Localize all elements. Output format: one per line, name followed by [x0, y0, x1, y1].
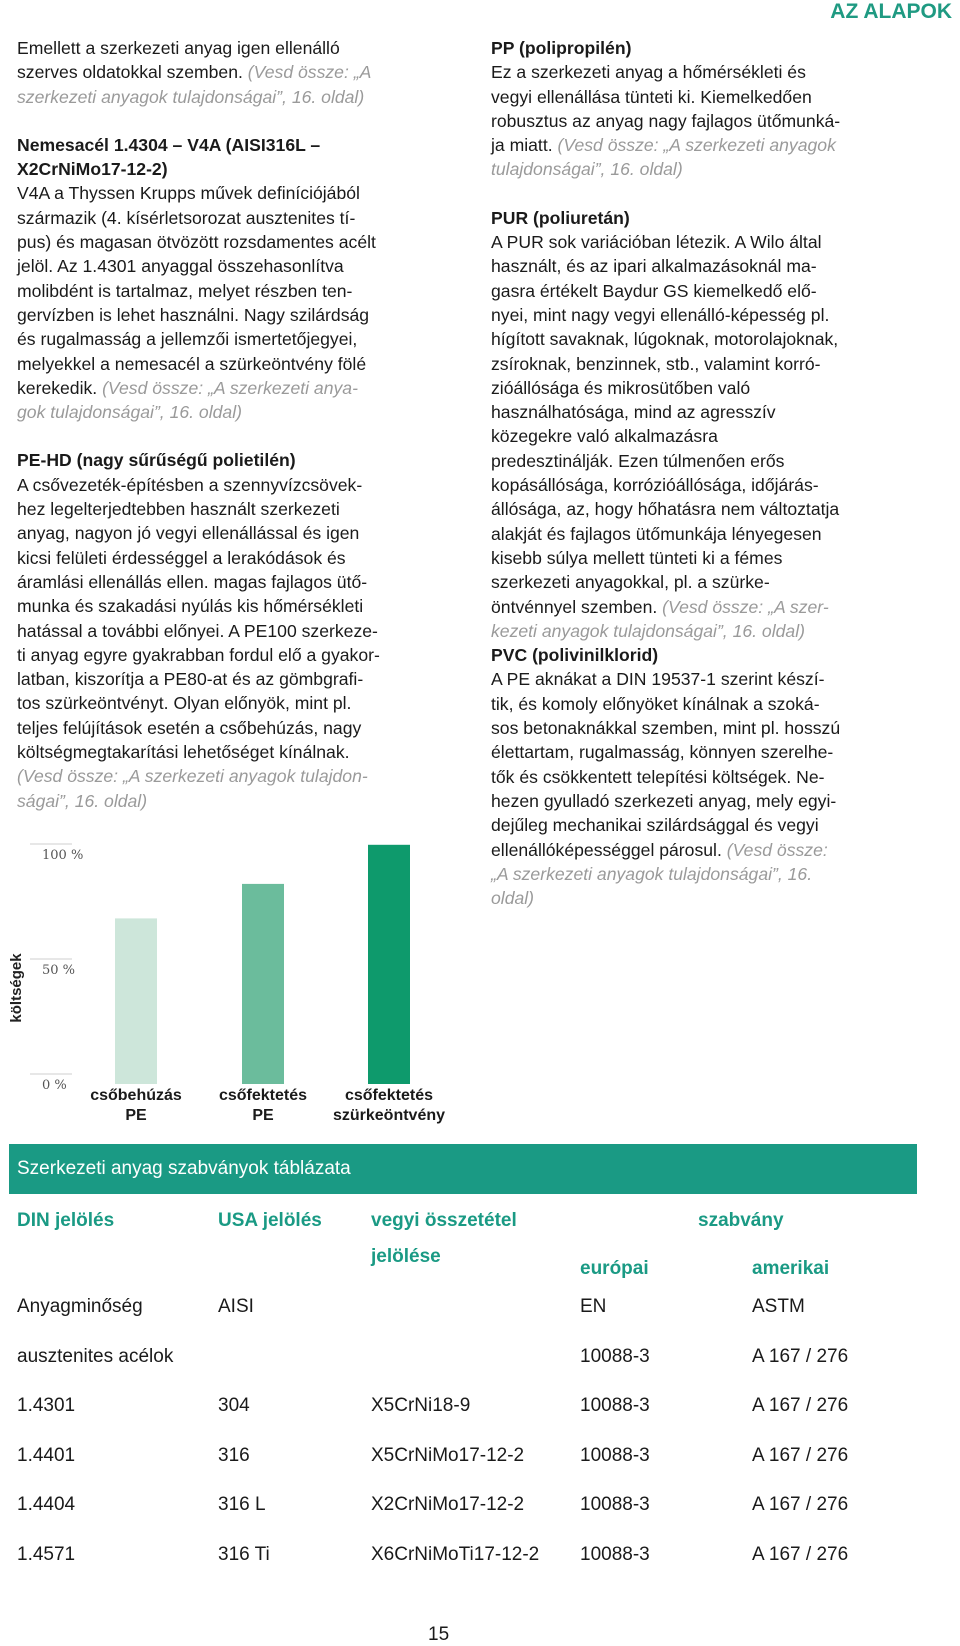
cross-reference: (Vesd össze: „A szerkezeti anyagok	[557, 135, 836, 156]
text-line: robusztus az anyag nagy fajlagos ütőmunká-	[491, 110, 841, 131]
cell-en: 10088-3	[580, 1345, 650, 1367]
text-line: latban, kiszorítja a PE80-at és az gömbgrafi-	[17, 669, 364, 690]
text-line: kicsi felületi érdességgel a lerakódások és	[17, 547, 346, 568]
cell-usa: 316 Ti	[218, 1544, 270, 1565]
text-line: predesztinálják. Ezen túlmenően erős	[491, 450, 785, 471]
cross-reference: oldal)	[491, 888, 535, 909]
text-line: A csővezeték-építésben a szennyvízcsövek-	[17, 474, 363, 495]
text-line: sos betonaknákkal szemben, mint pl. hosszú	[491, 718, 841, 739]
cross-reference: gok tulajdonságai”, 16. oldal)	[17, 402, 242, 423]
chart-canvas	[0, 830, 470, 1150]
cross-reference: (Vesd össze: „A szerkezeti anyagok tulajdon-	[17, 766, 368, 787]
text-line: alakját és fajlagos ütőmunkája lényegesen	[491, 523, 822, 544]
text-line: hezen gyulladó szerkezeti anyag, mely egyi-	[491, 790, 837, 811]
text-line: melyekkel a nemesacél a szürkeöntvény fölé	[17, 353, 367, 374]
y-tick-label: 50 %	[42, 963, 76, 978]
cell-usa: 304	[218, 1395, 250, 1417]
category-label: csőbehúzás	[90, 1087, 182, 1104]
cell-chem: X5CrNi18-9	[371, 1395, 471, 1417]
pp-body	[491, 60, 921, 133]
bar-3	[368, 845, 410, 1084]
cell-astm: A 167 / 276	[752, 1544, 849, 1565]
text-line: jelöl. Az 1.4301 anyaggal összehasonlítva	[17, 256, 344, 277]
header-din: DIN jelölés	[17, 1210, 115, 1231]
cell-din: Anyagminőség	[17, 1296, 143, 1317]
bar-1	[115, 918, 157, 1084]
text-line: állósága, az, hogy hőhatásra nem változtatja	[491, 499, 840, 520]
pehd-body	[17, 473, 447, 765]
text-line: költségmegtakarítási lehetőséget kínálnak.	[17, 742, 350, 763]
category-label: csőfektetés	[218, 1087, 308, 1104]
text-line: A PUR sok variációban létezik. A Wilo által	[491, 232, 822, 253]
text-line: áramlási ellenállás ellen. magas fajlagos ütő-	[17, 571, 368, 592]
cell-usa: 316 L	[218, 1494, 266, 1516]
cross-reference: (Vesd össze: „A szerkezeti anya-	[102, 377, 358, 398]
text-line: gasra értékelt Baydur GS kiemelkedő elő-	[491, 280, 817, 301]
category-label: csőfektetés	[344, 1087, 434, 1104]
cross-reference: tulajdonságai”, 16. oldal)	[491, 159, 683, 180]
section-title-pp: PP (polipropilén)	[491, 38, 632, 58]
cross-reference: kezeti anyagok tulajdonságai”, 16. oldal)	[491, 620, 805, 641]
text-line: ja miatt. (Vesd össze: „A szerkezeti anyagok	[491, 135, 836, 156]
left-column	[17, 36, 447, 813]
cross-reference: ságai”, 16. oldal)	[17, 790, 148, 811]
text-line: dejűleg mechanikai szilárdsággal és vegyi	[491, 815, 819, 836]
header-european: európai	[580, 1258, 649, 1279]
cross-reference: szerkezeti anyagok tulajdonságai”, 16. oldal)	[17, 86, 365, 107]
cell-en: EN	[580, 1296, 607, 1317]
text-line: zsíroknak, benzinnek, stb., valamint korró-	[491, 353, 821, 374]
text-line: anyag, nagyon jó vegyi ellenállással és igen	[17, 523, 360, 544]
right-column	[491, 36, 921, 910]
text-line: ellenállóképességgel párosul. (Vesd össze:	[491, 839, 828, 860]
cell-din: 1.4404	[17, 1494, 76, 1516]
text-line: öntvénnyel szemben. (Vesd össze: „A szer-	[491, 596, 829, 617]
text-line: nyei, mint nagy vegyi ellenálló-képesség pl.	[491, 304, 830, 325]
category-label: szürkeöntvény	[332, 1107, 446, 1124]
cell-din: 1.4571	[17, 1544, 76, 1565]
section-title-nemesacel: X2CrNiMo17-12-2)	[17, 159, 168, 180]
text-line: vegyi ellenállása tünteti ki. Kiemelkedően	[491, 86, 812, 107]
header-chem: vegyi összetétel	[371, 1210, 517, 1231]
text-line: A PE aknákat a DIN 19537-1 szerint készí-	[491, 669, 825, 690]
cell-din: 1.4401	[17, 1444, 76, 1466]
text-line: kisebb súlya mellett tünteti ki a fémes	[491, 547, 783, 568]
text-line: tők és csökkentett telepítési költségek. Ne-	[491, 766, 825, 787]
text-line: pus) és magasan ötvözött rozsdamentes acélt	[17, 232, 376, 253]
table-title: Szerkezeti anyag szabványok táblázata	[9, 1144, 917, 1194]
section-title-pur: PUR (poliuretán)	[491, 207, 630, 228]
cell-chem: X6CrNiMoTi17-12-2	[371, 1544, 540, 1565]
cell-en: 10088-3	[580, 1395, 650, 1417]
text-line: szerkezeti anyagokkal, pl. a szürke-	[491, 572, 770, 593]
text-line: élettartam, rugalmasság, könnyen szerelhe-	[491, 742, 834, 763]
cell-astm: ASTM	[752, 1296, 805, 1317]
cell-en: 10088-3	[580, 1494, 650, 1516]
category-label: PE	[252, 1107, 274, 1124]
y-axis-label: költségek	[8, 953, 25, 1023]
cell-chem: X2CrNiMo17-12-2	[371, 1494, 525, 1516]
cell-en: 10088-3	[580, 1544, 650, 1565]
text-line: zióállósága és mikrosütőben való	[491, 377, 751, 398]
text-line: hez legelterjedtebben használt szerkezeti	[17, 499, 340, 520]
cell-astm: A 167 / 276	[752, 1444, 849, 1466]
nemesacel-body	[17, 181, 447, 375]
cell-en: 10088-3	[580, 1444, 650, 1466]
section-header: AZ ALAPOK	[830, 0, 952, 23]
cross-reference: „A szerkezeti anyagok tulajdonságai”, 16.	[491, 863, 813, 884]
cell-astm: A 167 / 276	[752, 1345, 849, 1367]
text-line: használhatósága, mind az agresszív	[491, 402, 776, 423]
text-line: Emellett a szerkezeti anyag igen ellenálló	[17, 38, 340, 58]
section-title-pehd: PE-HD (nagy sűrűségű polietilén)	[17, 450, 296, 471]
text-line: használt, és az ipari alkalmazásoknál ma-	[491, 256, 817, 277]
bar-2	[242, 884, 284, 1084]
cell-astm: A 167 / 276	[752, 1395, 849, 1417]
text-line: kerekedik. (Vesd össze: „A szerkezeti anya-	[17, 377, 358, 398]
cross-reference: (Vesd össze: „A szer-	[662, 596, 829, 617]
text-line: közegekre való alkalmazásra	[491, 426, 718, 447]
header-usa: USA jelölés	[218, 1210, 322, 1231]
section-title-nemesacel: Nemesacél 1.4304 – V4A (AISI316L –	[17, 134, 321, 155]
text-line: molibdént is tartalmaz, melyet részben ten-	[17, 280, 353, 301]
text-line: munka és szakadási nyúlás kis hőmérsékleti	[17, 596, 364, 617]
text-line: teljes felújítások esetén a csőbehúzás, nagy	[17, 717, 362, 738]
y-tick-label: 100 %	[42, 848, 84, 863]
text-line: Ez a szerkezeti anyag a hőmérsékleti és	[491, 62, 806, 83]
text-line: V4A a Thyssen Krupps művek definíciójából	[17, 183, 360, 204]
text-line: tos szürkeöntvényt. Olyan előnyök, mint pl.	[17, 693, 352, 714]
text-line: ti anyag egyre gyakrabban fordul elő a gyakor-	[17, 644, 380, 665]
pvc-body	[491, 667, 921, 837]
y-tick-label: 0 %	[42, 1078, 67, 1093]
cross-reference: (Vesd össze:	[726, 839, 828, 860]
text-line: szerves oldatokkal szemben. (Vesd össze: „A	[17, 62, 372, 83]
cell-din: ausztenites acélok	[17, 1345, 174, 1367]
header-standard: szabvány	[698, 1210, 784, 1231]
cell-chem: X5CrNiMo17-12-2	[371, 1444, 525, 1466]
cell-usa: 316	[218, 1444, 250, 1466]
pur-body	[491, 230, 921, 594]
cell-astm: A 167 / 276	[752, 1494, 849, 1516]
cross-reference: (Vesd össze: „A	[247, 62, 372, 83]
text-line: gervízben is lehet használni. Nagy szilárdság	[17, 304, 370, 325]
text-line: kopásállósága, korrózióállósága, időjárás-	[491, 475, 819, 496]
text-line: és rugalmasság a jellemzői ismertetőjegyei,	[17, 329, 358, 350]
cell-usa: AISI	[218, 1296, 254, 1317]
category-label: PE	[125, 1107, 147, 1124]
text-line: tik, és komoly előnyöket kínálnak a szoká-	[491, 693, 820, 714]
text-line: hígított savaknak, lúgoknak, motorolajoknak,	[491, 329, 839, 350]
cell-din: 1.4301	[17, 1395, 76, 1417]
header-american: amerikai	[752, 1258, 830, 1279]
cost-bar-chart	[0, 830, 470, 1150]
page-number: 15	[428, 1624, 450, 1645]
text-line: hatással a további előnyei. A PE100 szerkeze-	[17, 620, 378, 641]
text-line: származik (4. kísérletsorozat ausztenites tí-	[17, 207, 356, 228]
section-title-pvc: PVC (polivinilklorid)	[491, 645, 659, 666]
header-chem-2: jelölése	[371, 1246, 441, 1267]
